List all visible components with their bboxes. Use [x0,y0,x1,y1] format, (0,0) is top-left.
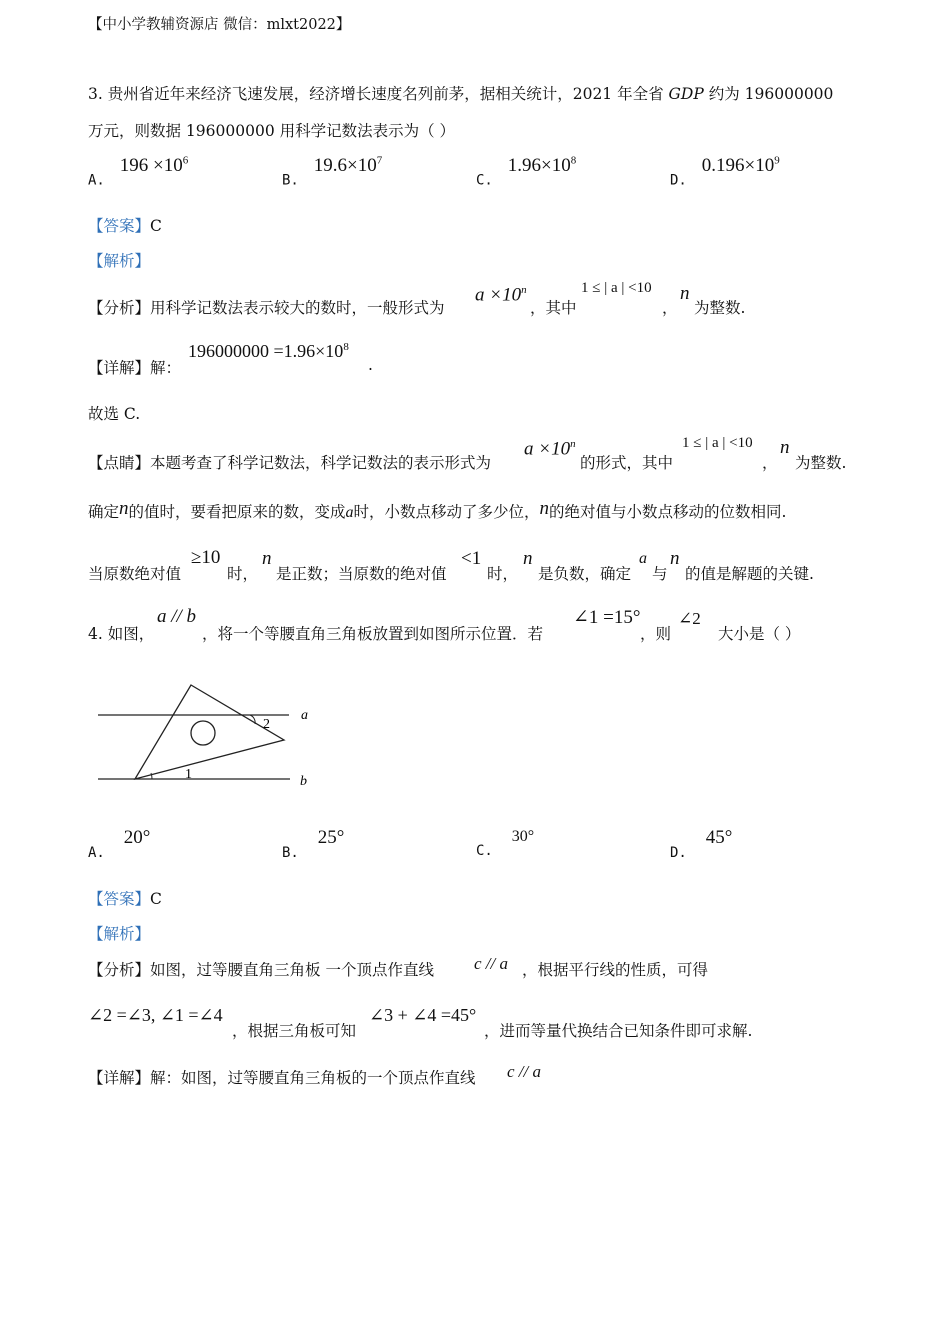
q3-n: n [680,283,690,304]
q3-dj3-b: 时， [227,565,259,583]
q4-stem-d: 大小是（ ） [718,625,801,643]
q3-dj-n: n [780,437,790,458]
q3-dj3-e: 是负数，确定 [538,565,632,583]
q3-form: $a \times 10^n$ [475,284,527,306]
q3-option-c[interactable]: C. $1.96\times 10^8$ [476,155,577,189]
q4-stem-b: ，将一个等腰直角三角板放置到如图所示位置．若 [202,625,544,643]
angle-1-arc [151,773,152,779]
q3-option-d[interactable]: D. $0.196\times 10^9$ [670,155,780,189]
q3-dianjing-2: 确定n的值时，要看把原来的数，变成a时，小数点移动了多少位，n的绝对值与小数点移动的位数相同. [88,498,787,521]
source-header: 【中小学教辅资源店 微信：mlxt2022】 [88,17,351,33]
gdp-term: GDP [668,85,704,103]
q3-fenxi: 【分析】用科学记数法表示较大的数时，一般形式为 [88,299,445,317]
q3-dj-condition: 1 ≤ | a | <10 [682,435,753,451]
q4-eq1-b: ，根据三角板可知 [232,1022,357,1040]
q4-option-b[interactable]: B. 25° [282,827,345,861]
q3-answer: 【答案】C [88,217,162,235]
q3-comma: ， [662,299,678,317]
q3-choose: 故选 C. [88,405,141,423]
q4-detail: 【详解】解：如图，过等腰直角三角板的一个顶点作直线 [88,1069,476,1087]
q3-analysis-tag: 【解析】 [88,252,151,270]
q4-fenxi-b: ，根据平行线的性质，可得 [522,961,709,979]
q4-ca-parallel: c // a [474,954,508,973]
q4-eq1: ∠2 =∠3, ∠1 =∠4 [88,1005,223,1025]
q3-dj3-n3: n [670,548,680,569]
q4-analysis-tag: 【解析】 [88,925,151,943]
triangle-board [135,685,284,779]
q3-dj3-c: 是正数；当原数的绝对值 [276,565,447,583]
label-a: a [301,708,308,723]
q3-dj3-n2: n [523,548,533,569]
q3-dj3-n1: n [262,548,272,569]
q4-option-d[interactable]: D. 45° [670,827,733,861]
q4-detail-ca: c // a [507,1062,541,1081]
q4-fenxi: 【分析】如图，过等腰直角三角板 一个顶点作直线 [88,961,434,979]
q3-dj3-a: 当原数绝对值 [88,565,182,583]
q4-figure [90,675,330,805]
q3-detail-eq: $196000000 =1.96\times 10^8$ [188,341,349,361]
q4-angle1: ∠1 =15° [573,607,641,628]
q3-lt1: <1 [461,548,482,569]
q3-ge10: ≥10 [191,547,221,568]
q3-dj3-a-var: a [639,550,647,567]
triangle-hole [191,721,215,745]
q3-dj3-f: 与 [652,565,668,583]
q4-stem-a: 4. 如图， [88,625,155,643]
q4-ab-parallel: a // b [157,606,197,627]
q3-stem-line1: 3. 贵州省近年来经济飞速发展，经济增长速度名列前茅，据相关统计，2021 年全省 GDP 约为 196000000 [88,85,834,103]
q3-dianjing-1: 【点睛】本题考查了科学记数法，科学记数法的表示形式为 [88,454,492,472]
q3-dj-form: $a \times 10^n$ [524,438,576,460]
q3-fenxi-b: ，其中 [530,299,577,317]
q4-eq2: ∠3 + ∠4 =45° [369,1005,477,1025]
q3-detail: 【详解】解： [88,359,182,377]
q3-dj3-g: 的值是解题的关键. [685,565,814,583]
q4-option-a[interactable]: A. 20° [88,827,151,861]
q4-angle2: ∠2 [678,609,701,628]
q3-detail-dot: . [368,356,373,374]
q4-eq2-b: ，进而等量代换结合已知条件即可求解. [484,1022,753,1040]
q3-dj3-d: 时， [487,565,519,583]
q4-answer: 【答案】C [88,890,162,908]
label-b: b [300,774,307,789]
q3-option-b[interactable]: B. $19.6\times 10^7$ [282,155,383,189]
q3-condition: 1 ≤ | a | <10 [581,280,652,296]
q3-dj1-c: 为整数. [795,454,847,472]
q3-fenxi-c: 为整数. [694,299,746,317]
q4-option-c[interactable]: C. 30° [476,828,535,859]
label-2: 2 [263,717,270,732]
q3-dj-comma: ， [762,454,778,472]
q3-option-a[interactable]: A. $196 \times 10^6$ [88,155,189,189]
q4-stem-c: ，则 [640,625,672,643]
q3-stem-line2: 万元，则数据 196000000 用科学记数法表示为（ ） [88,122,456,140]
label-1: 1 [185,767,192,782]
q3-dj1-b: 的形式，其中 [580,454,674,472]
